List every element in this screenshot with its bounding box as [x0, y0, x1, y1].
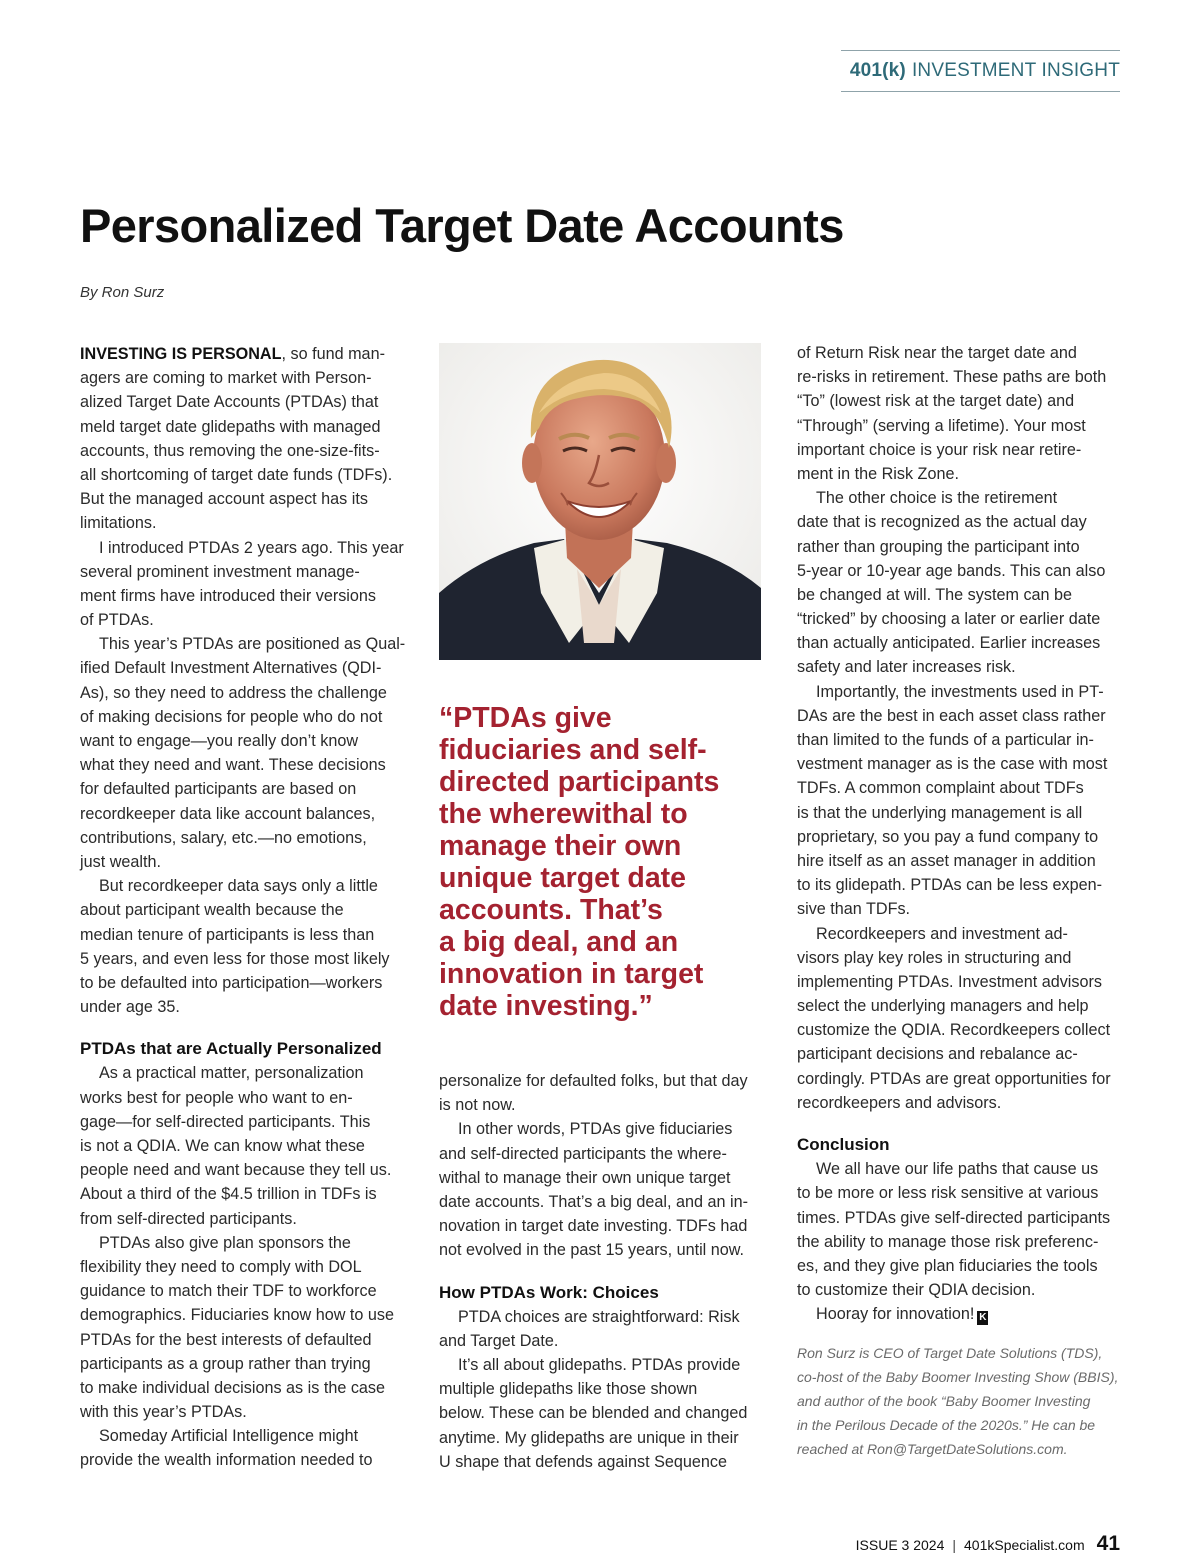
page-number: 41 [1096, 1532, 1120, 1555]
text-line: limitations. [80, 514, 157, 533]
text-line: sive than TDFs. [797, 900, 911, 919]
bio-gap [797, 1327, 1118, 1341]
section-gap [80, 1019, 405, 1037]
end-mark-icon: K [979, 1312, 987, 1324]
text-line: important choice is your risk near retire- [797, 440, 1082, 459]
text-line: personalize for defaulted folks, but that day [439, 1072, 748, 1090]
text-line: recordkeeper data like account balances, [80, 804, 376, 823]
text-line: from self-directed participants. [80, 1209, 297, 1228]
text-line: provide the wealth information needed to [80, 1451, 373, 1470]
text-line: ment firms have introduced their versions [80, 586, 376, 605]
text-line: rather than grouping the participant into [797, 537, 1080, 556]
paragraph-first-line: PTDAs also give plan sponsors the [99, 1233, 351, 1252]
lead-in-rest: , so fund man- [281, 345, 385, 363]
pull-quote-line: innovation in target [439, 958, 704, 990]
text-line: to customize their QDIA decision. [797, 1281, 1036, 1300]
text-line: and Target Date. [439, 1331, 559, 1350]
text-line: PTDAs for the best interests of defaulted [80, 1330, 372, 1349]
col1-block-a [80, 366, 405, 535]
section-gap [439, 1263, 748, 1281]
paragraph-first-line: As a practical matter, personalization [99, 1064, 364, 1083]
col3-block-a [797, 341, 1118, 486]
text-line: of PTDAs. [80, 611, 154, 630]
paragraph-first-line: Someday Artificial Intelligence might [99, 1427, 359, 1446]
text-line: flexibility they need to comply with DOL [80, 1257, 362, 1276]
text-line: several prominent investment manage- [80, 562, 360, 581]
text-line: than limited to the funds of a particular in- [797, 731, 1094, 749]
column-1 [80, 342, 405, 1473]
col1-block-b [80, 560, 405, 633]
text-line: of making decisions for people who do not [80, 707, 383, 726]
closing-line [797, 1302, 1118, 1326]
text-line: of Return Risk near the target date and [797, 344, 1077, 362]
text-line: people need and want because they tell us. [80, 1161, 392, 1180]
text-line: be changed at will. The system can be [797, 585, 1073, 604]
text-line: novation in target date investing. TDFs had [439, 1217, 748, 1236]
text-line: withal to manage their own unique target [439, 1168, 731, 1187]
text-line: re-risks in retirement. These paths are both [797, 368, 1107, 387]
text-line: under age 35. [80, 998, 180, 1017]
col3-block-c [797, 704, 1118, 922]
page-footer [800, 1532, 1120, 1556]
text-line: multiple glidepaths like those shown [439, 1380, 698, 1399]
text-line: vestment manager as is the case with most [797, 755, 1108, 774]
website-link[interactable]: 401kSpecialist.com [964, 1537, 1085, 1553]
bio-line: Ron Surz is CEO of Target Date Solutions (TDS), [797, 1344, 1103, 1361]
text-line: all shortcoming of target date funds (TDFs). [80, 465, 393, 484]
text-line: guidance to match their TDF to workforce [80, 1282, 377, 1301]
text-line: “To” (lowest risk at the target date) and [797, 392, 1075, 411]
text-line: to be defaulted into participation—workers [80, 973, 383, 992]
col2-block-d [439, 1377, 748, 1474]
text-line: gage—for self-directed participants. This [80, 1112, 371, 1131]
text-line: participants as a group rather than trying [80, 1354, 371, 1373]
col1-block-c [80, 656, 405, 874]
text-line: implementing PTDAs. Investment advisors [797, 972, 1102, 991]
text-line: 5 years, and even less for those most likely [80, 949, 390, 968]
byline: By Ron Surz [80, 284, 165, 301]
lead-line [80, 342, 405, 366]
col2-block-c [439, 1329, 748, 1353]
text-line: is that the underlying management is all [797, 803, 1083, 822]
paragraph-first-line: PTDA choices are straightforward: Risk [458, 1307, 740, 1326]
pull-quote-lines [439, 702, 719, 1022]
footer-separator: | [952, 1537, 957, 1553]
closing-text: Hooray for innovation! [816, 1305, 975, 1324]
text-line: about participant wealth because the [80, 901, 344, 920]
text-line: than actually anticipated. Earlier increases [797, 634, 1101, 653]
pull-quote-line: a big deal, and an [439, 926, 679, 958]
text-line: DAs are the best in each asset class rather [797, 706, 1106, 725]
author-photo [439, 343, 761, 660]
section-heading: How PTDAs Work: Choices [439, 1282, 659, 1302]
text-line: with this year’s PTDAs. [80, 1403, 247, 1422]
section-heading: Conclusion [797, 1135, 890, 1154]
col1-block-f [80, 1255, 405, 1424]
text-line: participant decisions and rebalance ac- [797, 1045, 1078, 1064]
paragraph-first-line: We all have our life paths that cause us [816, 1160, 1099, 1179]
text-line: As), so they need to address the challenge [80, 683, 387, 702]
pull-quote-line: manage their own [439, 830, 682, 862]
text-line: TDFs. A common complaint about TDFs [797, 779, 1084, 798]
col1-block-d [80, 898, 405, 1019]
pull-quote-line: “PTDAs give [439, 702, 612, 734]
section-gap [797, 1115, 1118, 1133]
col1-block-g [80, 1448, 405, 1472]
bio-line: and author of the book “Baby Boomer Investing [797, 1392, 1091, 1409]
text-line: “Through” (serving a lifetime). Your most [797, 416, 1086, 435]
paragraph-first-line: It’s all about glidepaths. PTDAs provide [458, 1356, 741, 1375]
paragraph-first-line: I introduced PTDAs 2 years ago. This year [99, 538, 404, 557]
pull-quote-line: unique target date [439, 862, 687, 894]
text-line: “tricked” by choosing a later or earlier date [797, 610, 1101, 629]
text-line: is not now. [439, 1096, 516, 1115]
text-line: U shape that defends against Sequence [439, 1452, 727, 1471]
author-bio [797, 1341, 1118, 1461]
column-2 [439, 1069, 748, 1474]
section-kicker [841, 50, 1120, 92]
author-portrait-illustration [439, 343, 761, 660]
pull-quote-line: directed participants [439, 766, 720, 798]
kicker-label: INVESTMENT INSIGHT [911, 60, 1120, 81]
pull-quote-line: fiduciaries and self- [439, 734, 707, 766]
text-line: But the managed account aspect has its [80, 490, 368, 509]
text-line: to make individual decisions as is the case [80, 1378, 386, 1397]
article-title: Personalized Target Date Accounts [80, 199, 844, 252]
text-line: 5-year or 10-year age bands. This can also [797, 561, 1106, 580]
text-line: select the underlying managers and help [797, 997, 1089, 1016]
col3-block-e [797, 1181, 1118, 1302]
text-line: anytime. My glidepaths are unique in their [439, 1428, 739, 1447]
section-heading: PTDAs that are Actually Personalized [80, 1039, 382, 1059]
col1-block-e [80, 1086, 405, 1231]
pull-quote [439, 702, 719, 1022]
text-line: meld target date glidepaths with managed [80, 417, 381, 436]
text-line: safety and later increases risk. [797, 658, 1016, 677]
text-line: ified Default Investment Alternatives (QDI- [80, 659, 382, 678]
text-line: cordingly. PTDAs are great opportunities for [797, 1069, 1111, 1088]
pull-quote-line: the wherewithal to [439, 798, 688, 830]
pull-quote-line: date investing.” [439, 990, 653, 1022]
text-line: is not a QDIA. We can know what these [80, 1137, 365, 1155]
text-line: date that is recognized as the actual day [797, 513, 1087, 532]
text-line: to its glidepath. PTDAs can be less expen- [797, 876, 1103, 895]
pull-quote-line: accounts. That’s [439, 894, 663, 926]
text-line: About a third of the $4.5 trillion in TDFs is [80, 1185, 377, 1204]
bio-line: co-host of the Baby Boomer Investing Show (BBIS), [797, 1368, 1119, 1385]
col3-block-b [797, 510, 1118, 679]
text-line: and self-directed participants the where- [439, 1144, 727, 1163]
text-line: times. PTDAs give self-directed participants [797, 1208, 1111, 1227]
col2-block-a [439, 1069, 748, 1117]
paragraph-first-line: But recordkeeper data says only a little [99, 877, 378, 896]
text-line: just wealth. [80, 852, 161, 871]
text-line: proprietary, so you pay a fund company to [797, 827, 1099, 846]
text-line: what they need and want. These decisions [80, 756, 386, 775]
kicker-bold: 401(k) [849, 60, 906, 81]
paragraph-first-line: This year’s PTDAs are positioned as Qual- [99, 635, 406, 654]
text-line: for defaulted participants are based on [80, 780, 357, 799]
lead-in-bold: INVESTING IS PERSONAL [80, 345, 282, 363]
bio-line: in the Perilous Decade of the 2020s.” He can be [797, 1416, 1096, 1433]
paragraph-first-line: Importantly, the investments used in PT- [816, 682, 1104, 701]
text-line: works best for people who want to en- [80, 1088, 353, 1107]
text-line: below. These can be blended and changed [439, 1404, 748, 1423]
text-line: agers are coming to market with Person- [80, 369, 372, 388]
col2-block-b [439, 1142, 748, 1263]
paragraph-first-line: Recordkeepers and investment ad- [816, 924, 1068, 943]
text-line: ment in the Risk Zone. [797, 464, 959, 483]
text-line: recordkeepers and advisors. [797, 1093, 1002, 1112]
text-line: accounts, thus removing the one-size-fits- [80, 441, 380, 460]
text-line: visors play key roles in structuring and [797, 948, 1072, 967]
text-line: contributions, salary, etc.—no emotions, [80, 828, 367, 847]
col3-block-d [797, 946, 1118, 1115]
text-line: want to engage—you really don’t know [80, 732, 359, 750]
issue-label: ISSUE 3 2024 [855, 1537, 945, 1553]
text-line: date accounts. That’s a big deal, and an in- [439, 1192, 748, 1211]
text-line: es, and they give plan fiduciaries the tools [797, 1256, 1098, 1275]
text-line: alized Target Date Accounts (PTDAs) that [80, 393, 379, 412]
paragraph-first-line: In other words, PTDAs give fiduciaries [458, 1120, 733, 1139]
column-3 [797, 341, 1118, 1461]
text-line: median tenure of participants is less than [80, 925, 375, 944]
bio-line: reached at Ron@TargetDateSolutions.com. [797, 1440, 1068, 1457]
text-line: demographics. Fiduciaries know how to use [80, 1306, 395, 1325]
text-line: the ability to manage those risk preferenc- [797, 1232, 1099, 1251]
text-line: not evolved in the past 15 years, until now. [439, 1241, 745, 1260]
text-line: customize the QDIA. Recordkeepers collect [797, 1021, 1111, 1040]
text-line: hire itself as an asset manager in addition [797, 851, 1096, 870]
paragraph-first-line: The other choice is the retirement [816, 489, 1058, 508]
text-line: to be more or less risk sensitive at various [797, 1184, 1099, 1203]
